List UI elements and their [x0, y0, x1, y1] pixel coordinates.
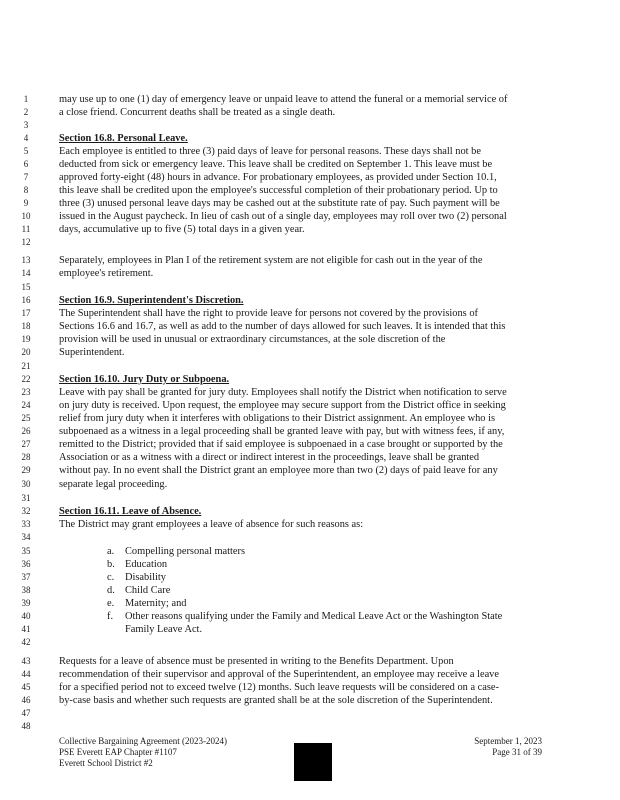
line-number: 9 — [23, 198, 29, 208]
line-text: deducted from sick or emergency leave. This leave shall be credited on September 1. This leave must be — [59, 159, 493, 170]
text-line — [0, 681, 620, 694]
line-number: 2 — [23, 107, 29, 117]
text-line — [0, 93, 620, 106]
line-number: 30 — [21, 479, 31, 489]
section-heading-line — [0, 505, 620, 518]
text-line — [0, 236, 620, 249]
line-text: relief from jury duty when it interferes with obligations to their District assignment. An employee who is — [59, 413, 496, 424]
line-number: 26 — [21, 426, 31, 436]
list-item-text: Compelling personal matters — [125, 546, 246, 557]
line-number: 15 — [21, 282, 31, 292]
list-item — [0, 558, 620, 571]
line-number: 8 — [23, 185, 29, 195]
text-line — [0, 451, 620, 464]
section-heading-line — [0, 373, 620, 386]
line-number: 29 — [21, 465, 31, 475]
text-line — [0, 307, 620, 320]
line-number: 44 — [21, 669, 31, 679]
line-number: 31 — [21, 493, 31, 503]
line-number: 21 — [21, 361, 31, 371]
footer-page-number: Page 31 of 39 — [492, 747, 542, 757]
section-heading-line — [0, 132, 620, 145]
line-text: without pay. In no event shall the District grant an employee more than two (2) days of paid leave for any — [59, 465, 498, 476]
line-number: 10 — [21, 211, 31, 221]
line-text: Association or as a witness with a direct or indirect interest in the proceedings, leave shall be granted — [59, 452, 480, 463]
text-line — [0, 320, 620, 333]
line-text: Each employee is entitled to three (3) paid days of leave for personal reasons. These days shall not be — [59, 146, 481, 157]
line-text: by-case basis and whether such requests are granted shall be at the sole discretion of the Superintendent. — [59, 695, 493, 706]
line-number: 18 — [21, 321, 31, 331]
line-number: 40 — [21, 611, 31, 621]
text-line — [0, 333, 620, 346]
line-number: 37 — [21, 572, 31, 582]
line-text: provision will be used in unusual or extraordinary circumstances, at the sole discretion of the — [59, 334, 446, 345]
line-text: Superintendent. — [59, 347, 125, 358]
text-line — [0, 267, 620, 280]
section-heading-line — [0, 294, 620, 307]
line-text: this leave shall be credited upon the employee's successful completion of their probationary period. Up to — [59, 185, 498, 196]
line-number: 23 — [21, 387, 31, 397]
line-number: 3 — [23, 120, 29, 130]
list-item-text: Child Care — [125, 585, 171, 596]
line-number: 36 — [21, 559, 31, 569]
line-number: 42 — [21, 637, 31, 647]
text-line — [0, 197, 620, 210]
text-line — [0, 281, 620, 294]
list-item — [0, 584, 620, 597]
text-line — [0, 518, 620, 531]
list-item — [0, 610, 620, 623]
line-text: separate legal proceeding. — [59, 479, 168, 490]
list-marker: f. — [107, 611, 114, 622]
line-number: 48 — [21, 721, 31, 731]
text-line — [0, 655, 620, 668]
line-number: 6 — [23, 159, 29, 169]
line-number: 17 — [21, 308, 31, 318]
line-text: remitted to the District; provided that if said employee is subpoenaed in a case brought or supported by the — [59, 439, 503, 450]
line-number: 20 — [21, 347, 31, 357]
text-line — [0, 171, 620, 184]
line-text: subpoenaed as a witness in a legal proceeding shall be granted leave with pay, but with witness fees, if any, — [59, 426, 505, 437]
line-text: a close friend. Concurrent deaths shall be treated as a single death. — [59, 107, 336, 118]
section-heading: Section 16.11. Leave of Absence. — [59, 506, 202, 517]
text-line — [0, 145, 620, 158]
text-line — [0, 636, 620, 649]
line-number: 41 — [21, 624, 31, 634]
line-number: 13 — [21, 255, 31, 265]
list-marker: b. — [107, 559, 115, 570]
line-text: for a specified period not to exceed twelve (12) months. Such leave requests will be considered on a case- — [59, 682, 500, 693]
footer-date: September 1, 2023 — [474, 736, 542, 746]
text-line — [0, 254, 620, 267]
text-line — [0, 158, 620, 171]
line-number: 35 — [21, 546, 31, 556]
text-line — [0, 360, 620, 373]
line-number: 24 — [21, 400, 31, 410]
line-number: 7 — [23, 172, 29, 182]
line-text: Leave with pay shall be granted for jury duty. Employees shall notify the District when notification to serve — [59, 387, 507, 398]
text-line — [0, 106, 620, 119]
text-line — [0, 386, 620, 399]
text-line — [0, 668, 620, 681]
line-number: 38 — [21, 585, 31, 595]
text-line — [0, 210, 620, 223]
line-number: 5 — [23, 146, 29, 156]
line-number: 19 — [21, 334, 31, 344]
list-marker: c. — [107, 572, 115, 583]
line-text: Requests for a leave of absence must be presented in writing to the Benefits Department. Upon — [59, 656, 454, 667]
line-number: 28 — [21, 452, 31, 462]
text-line — [0, 412, 620, 425]
line-text: may use up to one (1) day of emergency leave or unpaid leave to attend the funeral or a memorial service of — [59, 94, 508, 105]
line-number: 39 — [21, 598, 31, 608]
list-item-text: Education — [125, 559, 168, 570]
line-number: 12 — [21, 237, 31, 247]
list-marker: d. — [107, 585, 115, 596]
line-number: 14 — [21, 268, 31, 278]
line-number: 33 — [21, 519, 31, 529]
line-number: 43 — [21, 656, 31, 666]
line-number: 1 — [23, 94, 29, 104]
line-number: 16 — [21, 295, 31, 305]
text-line — [0, 492, 620, 505]
list-marker: a. — [107, 546, 115, 557]
line-text: three (3) unused personal leave days may be cashed out at the substitute rate of pay. Such payment will be — [59, 198, 500, 209]
line-number: 34 — [21, 532, 31, 542]
text-line — [0, 531, 620, 544]
text-line — [0, 464, 620, 477]
text-line — [0, 438, 620, 451]
text-line — [0, 478, 620, 491]
footer-district: Everett School District #2 — [59, 758, 153, 768]
line-number: 46 — [21, 695, 31, 705]
list-marker: e. — [107, 598, 115, 609]
list-item-continuation — [0, 623, 620, 636]
text-line — [0, 425, 620, 438]
redaction-block — [294, 743, 332, 781]
line-text: The District may grant employees a leave of absence for such reasons as: — [59, 519, 364, 530]
line-number: 47 — [21, 708, 31, 718]
list-item-text: Maternity; and — [125, 598, 187, 609]
list-item — [0, 545, 620, 558]
line-number: 45 — [21, 682, 31, 692]
text-line — [0, 119, 620, 132]
text-line — [0, 399, 620, 412]
section-heading: Section 16.10. Jury Duty or Subpoena. — [59, 374, 230, 385]
section-heading: Section 16.9. Superintendent's Discretion. — [59, 295, 244, 306]
line-text: days, accumulative up to five (5) total days in a given year. — [59, 224, 305, 235]
text-line — [0, 707, 620, 720]
text-line — [0, 184, 620, 197]
line-text: The Superintendent shall have the right to provide leave for persons not covered by the provisions of — [59, 308, 478, 319]
list-item — [0, 597, 620, 610]
footer-right — [474, 736, 542, 758]
line-number: 32 — [21, 506, 31, 516]
line-number: 25 — [21, 413, 31, 423]
text-line — [0, 346, 620, 359]
text-line — [0, 694, 620, 707]
line-number: 11 — [21, 224, 31, 234]
line-text: employee's retirement. — [59, 268, 154, 279]
footer-left — [59, 736, 227, 769]
text-line — [0, 223, 620, 236]
line-number: 27 — [21, 439, 31, 449]
line-number: 22 — [21, 374, 31, 384]
line-text: recommendation of their supervisor and approval of the Superintendent, an employee may receive a leave — [59, 669, 499, 680]
line-text: on jury duty is received. Upon request, the employee may secure support from the District office in seeking — [59, 400, 506, 411]
list-item — [0, 571, 620, 584]
text-line — [0, 720, 620, 733]
footer-agreement-title: Collective Bargaining Agreement (2023-2024) — [59, 736, 228, 746]
section-heading: Section 16.8. Personal Leave. — [59, 133, 188, 144]
list-item-text: Family Leave Act. — [125, 624, 203, 635]
list-item-text: Disability — [125, 572, 166, 583]
line-text: Separately, employees in Plan I of the retirement system are not eligible for cash out in the year of the — [59, 255, 483, 266]
line-number: 4 — [23, 133, 29, 143]
footer-chapter: PSE Everett EAP Chapter #1107 — [59, 747, 177, 757]
line-text: issued in the August paycheck. In lieu of cash out of a single day, employees may roll over two (2) personal — [59, 211, 507, 222]
list-item-text: Other reasons qualifying under the Family and Medical Leave Act or the Washington State — [125, 611, 503, 622]
line-text: approved forty-eight (48) hours in advance. For probationary employees, as provided under Section 10.1, — [59, 172, 497, 183]
line-text: Sections 16.6 and 16.7, as well as add to the number of days allowed for such leaves. It is intended that this — [59, 321, 506, 332]
